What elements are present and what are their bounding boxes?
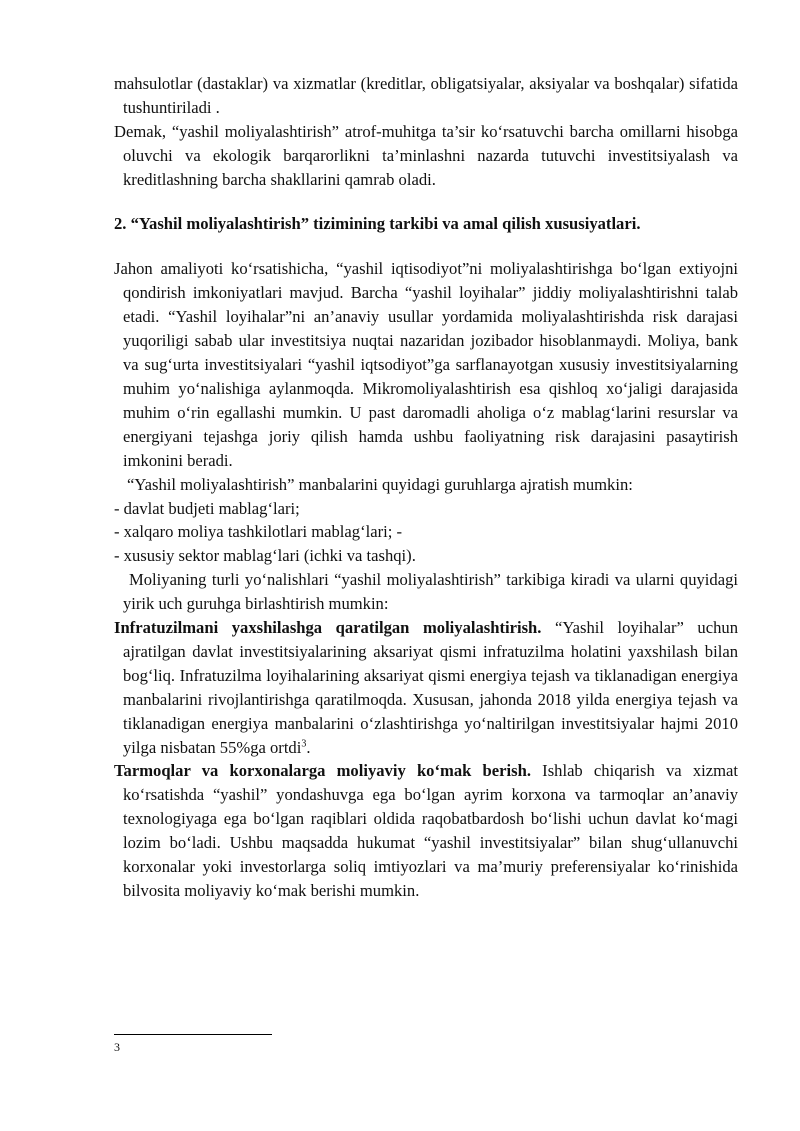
paragraph-enterprise-support bbox=[114, 759, 738, 902]
footnote-reference[interactable]: 3 bbox=[301, 738, 307, 750]
paragraph-world-practice: Jahon amaliyoti ko‘rsatishicha, “yashil iqtisodiyot”ni moliyalashtirishga bo‘lgan extiyojni qondirish imkoniyatlari mavjud. Barcha “yashil loyihalar” jiddiy moliyalashtirishni talab etadi. “Yashil loyihalar”ni an’anaviy usullar yordamida moliyalashtirishda risk darajasi yuqoriligi sabab ular investitsiya nuqtai nazaridan jozibador hisoblanmaydi. Moliya, bank va sug‘urta investitsiyalari “yashil iqtsodiyot”ga sarflanayotgan xususiy investitsiyalarning muhim yo‘nalishiga aylanmoqda. Mikromoliyalashtirish esa qishloq xo‘jaligi darajasida muhim o‘rin egallashi mumkin. U past daromadli aholiga o‘z mablag‘larini resurslar va energiyani tejashga joriy qilish hamda ushbu faoliyatning risk darajasini pasaytirish imkonini beradi. bbox=[114, 259, 738, 470]
paragraph-summary: Demak, “yashil moliyalashtirish” atrof-muhitga ta’sir ko‘rsatuvchi barcha omillarni hisobga oluvchi va ekologik barqarorlikni ta’minlashni nazarda tutuvchi investitsiyalash va kreditlashning barcha shakllarini qamrab oladi. bbox=[114, 121, 738, 189]
paragraph-end: . bbox=[306, 737, 311, 757]
paragraph-text: “Yashil loyihalar” uchun ajratilgan davlat investitsiyalarining aksariyat qismi infratuzilma holatini yaxshilash bilan bog‘liq. Infratuzilma loyihalarining aksariyat qismi energiya tejash va tiklanadigan energiya manbalarini rivojlantirishga qaratilmoqda. Xususan, jahonda 2018 yilda energiya tejash va tiklanadigan energiya manbalarini o‘zlashtirishga yo‘naltirilgan investitsiyalar hajmi 2010 yilga nisbatan 55%ga ortdi bbox=[123, 618, 738, 757]
paragraph-bold-lead: Tarmoqlar va korxonalarga moliyaviy ko‘mak berish. bbox=[114, 761, 531, 781]
list-item: - xususiy sektor mablag‘lari (ichki va tashqi). bbox=[114, 546, 416, 566]
paragraph-sources-intro: “Yashil moliyalashtirish” manbalarini quyidagi guruhlarga ajratish mumkin: bbox=[127, 474, 633, 494]
paragraph-text: Ishlab chiqarish va xizmat ko‘rsatishda “yashil” yondashuvga ega bo‘lgan ayrim korxona va tarmoqlar an’anaviy texnologiyaga ega bo‘lgan raqiblari oldida raqobatbardosh bo‘lishi uchun davlat ko‘magi lozim bo‘ladi. Ushbu maqsadda hukumat “yashil investitsiyalar” bilan shug‘ullanuvchi korxonalar yoki investorlarga soliq imtiyozlari va ma’muriy preferensiyalar ko‘rinishida bilvosita moliyaviy ko‘mak berishi mumkin. bbox=[123, 761, 738, 900]
paragraph-bold-lead: Infratuzilmani yaxshilashga qaratilgan moliyalashtirish. bbox=[114, 618, 542, 638]
paragraph-infrastructure bbox=[114, 616, 738, 759]
paragraph-groups-intro: Moliyaning turli yo‘nalishlari “yashil moliyalashtirish” tarkibiga kiradi va ularni quyidagi yirik uch guruhga birlashtirish mumkin: bbox=[123, 570, 738, 614]
section-heading: 2. “Yashil moliyalashtirish” tizimining tarkibi va amal qilish xususiyatlari. bbox=[114, 213, 641, 233]
paragraph-continuation: mahsulotlar (dastaklar) va xizmatlar (kreditlar, obligatsiyalar, aksiyalar va boshqalar) sifatida tushuntiriladi . bbox=[114, 74, 738, 117]
document-body bbox=[114, 72, 738, 903]
list-item: - xalqaro moliya tashkilotlari mablag‘lari; - bbox=[114, 522, 402, 542]
footnote-divider bbox=[114, 1034, 272, 1035]
footnote-number: 3 bbox=[114, 1040, 120, 1054]
list-item: - davlat budjeti mablag‘lari; bbox=[114, 498, 300, 518]
